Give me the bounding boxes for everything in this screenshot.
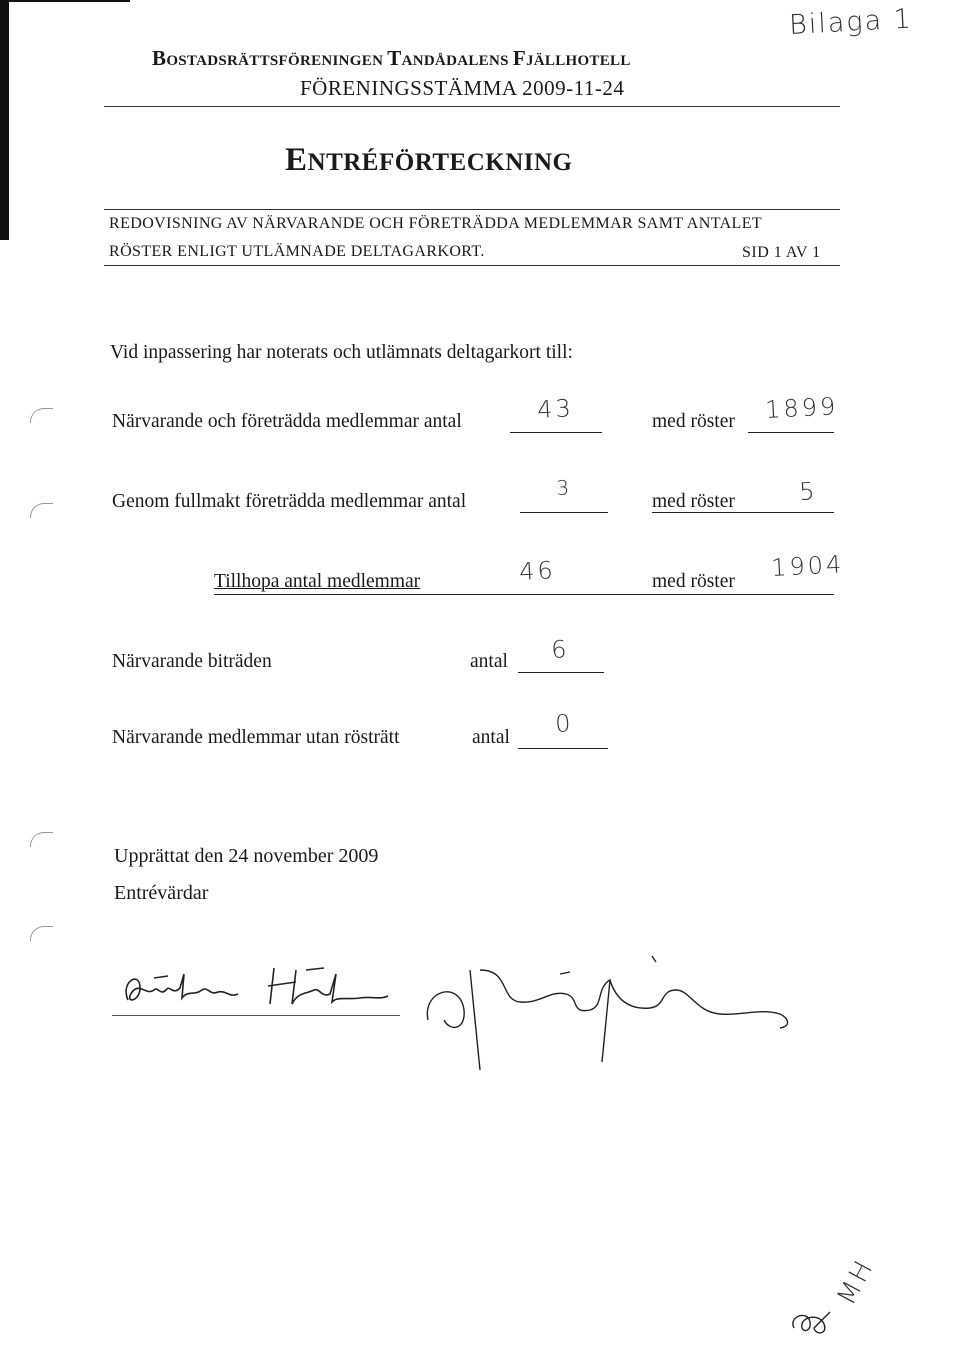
scan-edge [0, 0, 9, 240]
margin-mark [30, 408, 53, 423]
handwritten-value: 5 [798, 477, 819, 506]
subtitle-line-1: REDOVISNING AV NÄRVARANDE OCH FÖRETRÄDDA MEDLEMMAR SAMT ANTALET [109, 215, 763, 232]
page-number: SID 1 AV 1 [742, 244, 821, 261]
fill-line [510, 432, 602, 433]
fill-line [518, 748, 608, 749]
antal-label: antal [470, 651, 508, 672]
handwritten-value: 6 [550, 635, 571, 664]
scan-edge [0, 0, 130, 2]
header-divider [104, 106, 840, 107]
handwritten-annotation: Bilaga 1 [788, 3, 914, 41]
roster-label: med röster [652, 571, 735, 592]
row-label: Närvarande biträden [112, 651, 272, 672]
organization-name: BOSTADSRÄTTSFÖRENINGEN TANDÅDALENS FJÄLLHOTELL [152, 46, 631, 70]
subtitle-divider [104, 265, 840, 266]
handwritten-value: 1904 [770, 550, 845, 582]
stamp-mark [786, 1308, 836, 1338]
margin-mark [30, 503, 53, 518]
handwritten-value: 0 [554, 709, 575, 738]
fill-line [214, 594, 834, 595]
handwritten-initials: MH [831, 1253, 881, 1310]
handwritten-value: 3 [555, 475, 573, 500]
handwritten-value: 46 [518, 556, 557, 586]
subtitle-line-2: RÖSTER ENLIGT UTLÄMNADE DELTAGARKORT. [109, 243, 485, 260]
roster-label: med röster [652, 411, 735, 432]
subtitle-divider [104, 209, 840, 210]
intro-text: Vid inpassering har noterats och utlämnats deltagarkort till: [110, 342, 573, 363]
margin-mark [30, 832, 53, 847]
signature-2 [420, 950, 800, 1080]
row-label: Tillhopa antal medlemmar [214, 571, 421, 592]
margin-mark [30, 926, 53, 941]
handwritten-value: 43 [536, 394, 575, 424]
date-line: Upprättat den 24 november 2009 [114, 845, 379, 867]
antal-label: antal [472, 727, 510, 748]
fill-line [652, 512, 834, 513]
signature-1 [110, 960, 400, 1020]
role-label: Entrévärdar [114, 882, 209, 904]
handwritten-value: 1899 [764, 392, 839, 424]
row-label: Genom fullmakt företrädda medlemmar antal [112, 491, 467, 512]
meeting-date: FÖRENINGSSTÄMMA 2009-11-24 [300, 76, 625, 100]
row-label: Närvarande och företrädda medlemmar antal [112, 411, 462, 432]
page-title: ENTRÉFÖRTECKNING [285, 142, 573, 178]
roster-label: med röster [652, 491, 735, 512]
fill-line [520, 512, 608, 513]
row-label: Närvarande medlemmar utan rösträtt [112, 727, 400, 748]
fill-line [518, 672, 604, 673]
fill-line [748, 432, 834, 433]
